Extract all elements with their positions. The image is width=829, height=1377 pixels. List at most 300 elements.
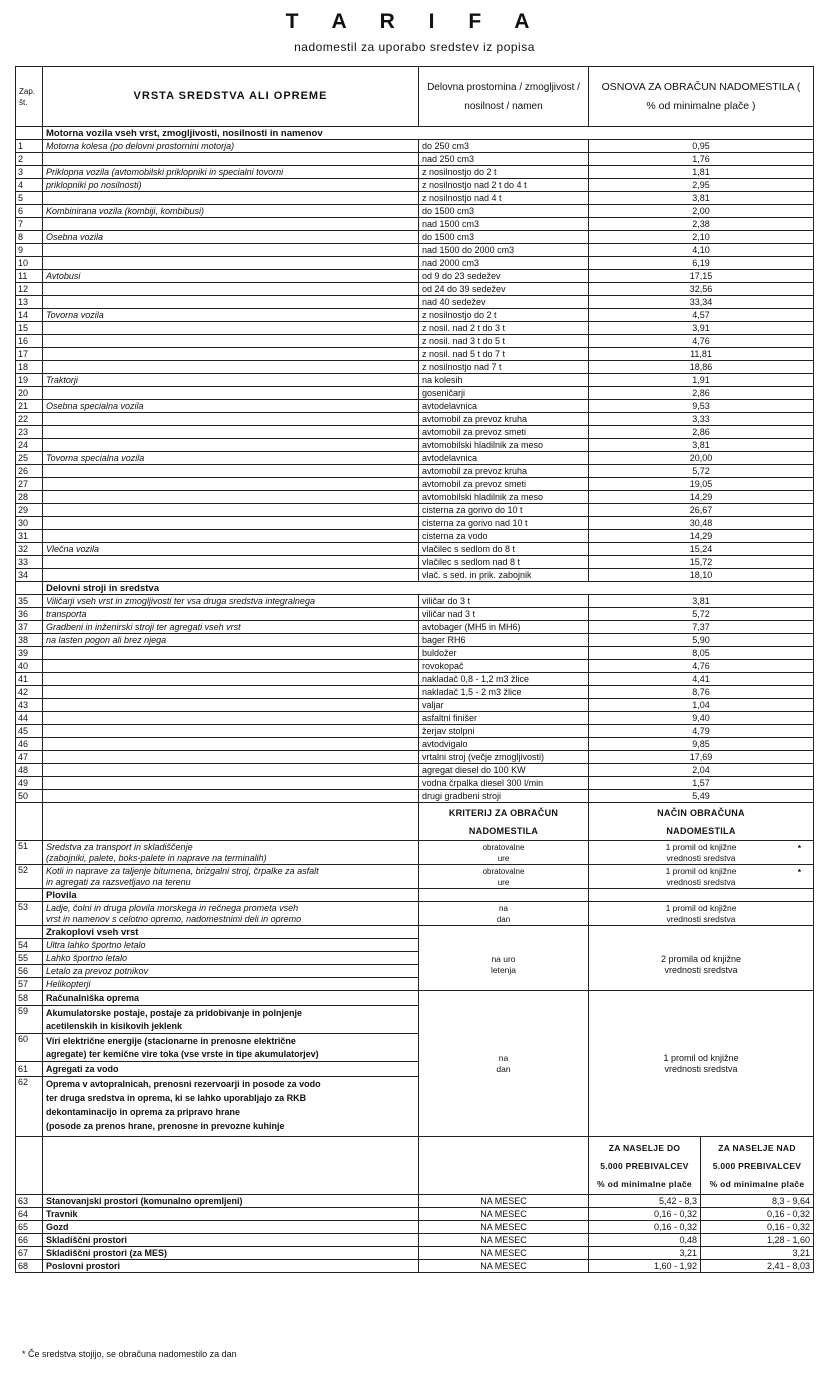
row-description: na lasten pogon ali brez njega xyxy=(43,634,419,647)
row-description xyxy=(43,556,419,569)
row-spec: od 24 do 39 sedežev xyxy=(419,283,589,296)
cell-line: Ladje, čolni in druga plovila morskega in rečnega prometa vseh xyxy=(46,902,299,913)
row-number: 4 xyxy=(16,179,43,192)
row-spec: z nosilnostjo nad 7 t xyxy=(419,361,589,374)
row-value: 5,72 xyxy=(589,608,814,621)
row-description xyxy=(43,348,419,361)
row-number: 55 xyxy=(16,952,43,965)
row-spec: avtomobil za prevoz kruha xyxy=(419,413,589,426)
row-spec: od 9 do 23 sedežev xyxy=(419,270,589,283)
row-spec: valjar xyxy=(419,699,589,712)
header-osnova: OSNOVA ZA OBRAČUN NADOMESTILA ( % od minimalne plače ) xyxy=(589,67,814,127)
row-number: 29 xyxy=(16,504,43,517)
row-value: 4,76 xyxy=(589,660,814,673)
row-number: 34 xyxy=(16,569,43,582)
table-row xyxy=(16,1247,814,1260)
row-number: 24 xyxy=(16,439,43,452)
row-description xyxy=(43,1077,419,1137)
table-row xyxy=(16,777,814,790)
row-number: 64 xyxy=(16,1208,43,1221)
cell-line: ure xyxy=(497,853,510,863)
row-value: 5,90 xyxy=(589,634,814,647)
row-description xyxy=(43,478,419,491)
row-spec: na kolesih xyxy=(419,374,589,387)
row-value-do: 1,60 - 1,92 xyxy=(589,1260,701,1273)
table-row xyxy=(16,595,814,608)
row-value: 1,57 xyxy=(589,777,814,790)
table-row xyxy=(16,244,814,257)
row-spec: avtodelavnica xyxy=(419,400,589,413)
row-number: 28 xyxy=(16,491,43,504)
row-value-nad: 8,3 - 9,64 xyxy=(701,1195,814,1208)
header-vrsta: VRSTA SREDSTVA ALI OPREME xyxy=(43,67,419,127)
table-row xyxy=(16,865,814,889)
row-description xyxy=(43,699,419,712)
cell-line: Kotli in naprave za taljenje bitumena, brizgalni stroj, črpalke za asfalt xyxy=(46,865,319,876)
table-row xyxy=(16,673,814,686)
row-kriterij: NA MESEC xyxy=(419,1195,589,1208)
row-spec: nad 1500 do 2000 cm3 xyxy=(419,244,589,257)
table-row xyxy=(16,504,814,517)
row-description: Lahko športno letalo xyxy=(43,952,419,965)
row-number: 43 xyxy=(16,699,43,712)
table-row xyxy=(16,452,814,465)
row-value: 9,40 xyxy=(589,712,814,725)
row-description xyxy=(43,283,419,296)
row-value: 4,41 xyxy=(589,673,814,686)
row-spec: vlačilec s sedlom do 8 t xyxy=(419,543,589,556)
cell-line: % od minimalne plače xyxy=(709,1178,805,1189)
row-spec: agregat diesel do 100 KW xyxy=(419,764,589,777)
row-number: 5 xyxy=(16,192,43,205)
table-row xyxy=(16,387,814,400)
row-value: 15,24 xyxy=(589,543,814,556)
row-description: Skladiščni prostori (za MES) xyxy=(43,1247,419,1260)
row-value: 1,76 xyxy=(589,153,814,166)
cell-line: Oprema v avtopralnicah, prenosni rezervoarji in posode za vodo xyxy=(46,1079,321,1089)
row-spec: drugi gradbeni stroji xyxy=(419,790,589,803)
section-row xyxy=(16,889,814,902)
table-row xyxy=(16,902,814,926)
header-zap: Zap. št. xyxy=(16,67,43,127)
group-nacin xyxy=(589,991,814,1137)
cell-line: ZA NASELJE NAD xyxy=(718,1142,796,1153)
row-spec: nakladač 0,8 - 1,2 m3 žlice xyxy=(419,673,589,686)
row-value: 4,76 xyxy=(589,335,814,348)
table-row xyxy=(16,725,814,738)
row-number: 16 xyxy=(16,335,43,348)
row-description xyxy=(43,569,419,582)
row-kriterij: NA MESEC xyxy=(419,1260,589,1273)
row-number: 32 xyxy=(16,543,43,556)
row-description: Osebna vozila xyxy=(43,231,419,244)
row-number: 44 xyxy=(16,712,43,725)
cell-line: vrednosti sredstva xyxy=(666,852,736,863)
row-kriterij: NA MESEC xyxy=(419,1221,589,1234)
table-row xyxy=(16,543,814,556)
row-number: 22 xyxy=(16,413,43,426)
section-title: Delovni stroji in sredstva xyxy=(43,582,814,595)
table-row xyxy=(16,413,814,426)
table-row xyxy=(16,257,814,270)
table-row xyxy=(16,218,814,231)
row-number: 25 xyxy=(16,452,43,465)
row-description: Traktorji xyxy=(43,374,419,387)
row-kriterij xyxy=(419,841,589,865)
row-description xyxy=(43,777,419,790)
table-row xyxy=(16,569,814,582)
row-spec: nad 40 sedežev xyxy=(419,296,589,309)
table-row xyxy=(16,699,814,712)
cell-line: dan xyxy=(496,1063,511,1074)
row-number: 14 xyxy=(16,309,43,322)
row-description xyxy=(43,751,419,764)
cell-line: dan xyxy=(496,914,511,924)
table-row xyxy=(16,1208,814,1221)
table-cell xyxy=(16,127,43,140)
row-value: 1,04 xyxy=(589,699,814,712)
row-value: 8,05 xyxy=(589,647,814,660)
row-value-nad: 3,21 xyxy=(701,1247,814,1260)
row-description xyxy=(43,335,419,348)
row-spec: nad 1500 cm3 xyxy=(419,218,589,231)
row-kriterij: NA MESEC xyxy=(419,1234,589,1247)
row-spec: z nosil. nad 2 t do 3 t xyxy=(419,322,589,335)
row-number: 3 xyxy=(16,166,43,179)
row-value: 6,19 xyxy=(589,257,814,270)
row-nacin xyxy=(589,902,814,926)
table-row xyxy=(16,426,814,439)
table-row xyxy=(16,348,814,361)
row-number: 26 xyxy=(16,465,43,478)
table-row xyxy=(16,192,814,205)
row-value: 14,29 xyxy=(589,491,814,504)
row-spec: rovokopač xyxy=(419,660,589,673)
row-description xyxy=(43,686,419,699)
table-row xyxy=(16,179,814,192)
row-number: 9 xyxy=(16,244,43,257)
table-row xyxy=(16,335,814,348)
row-number: 15 xyxy=(16,322,43,335)
row-number: 20 xyxy=(16,387,43,400)
table-row xyxy=(16,140,814,153)
table-row xyxy=(16,790,814,803)
footnote: * Če sredstva stojijo, se obračuna nadomestilo za dan xyxy=(22,1349,237,1359)
row-nacin xyxy=(589,841,814,865)
table-row xyxy=(16,764,814,777)
row-spec: bager RH6 xyxy=(419,634,589,647)
row-description xyxy=(43,712,419,725)
row-spec: do 250 cm3 xyxy=(419,140,589,153)
row-spec: vlačilec s sedlom nad 8 t xyxy=(419,556,589,569)
row-spec: asfaltni finišer xyxy=(419,712,589,725)
table-row xyxy=(16,478,814,491)
row-description xyxy=(43,387,419,400)
row-description: Osebna specialna vozila xyxy=(43,400,419,413)
cell-line: 1 promil od knjižne xyxy=(663,1052,739,1063)
row-number: 2 xyxy=(16,153,43,166)
row-value: 8,76 xyxy=(589,686,814,699)
row-description: Računalniška oprema xyxy=(43,991,419,1006)
group-kriterij xyxy=(419,991,589,1137)
cell-line: na xyxy=(498,1052,509,1063)
row-number: 10 xyxy=(16,257,43,270)
row-value: 26,67 xyxy=(589,504,814,517)
page-subtitle: nadomestil za uporabo sredstev iz popisa xyxy=(294,40,535,54)
row-number: 40 xyxy=(16,660,43,673)
page-title: T A R I F A xyxy=(285,10,544,33)
row-spec: avtomobilski hladilnik za meso xyxy=(419,491,589,504)
row-description xyxy=(43,426,419,439)
cell-line: Viri električne energije (stacionarne in prenosne električne xyxy=(46,1035,296,1046)
row-description xyxy=(43,1034,419,1062)
row-value: 2,86 xyxy=(589,426,814,439)
table-row xyxy=(16,1234,814,1247)
row-spec: do 1500 cm3 xyxy=(419,205,589,218)
row-description xyxy=(43,439,419,452)
row-description: Skladiščni prostori xyxy=(43,1234,419,1247)
row-description xyxy=(43,660,419,673)
star-mark: * xyxy=(797,867,801,877)
row-description xyxy=(43,153,419,166)
row-value: 2,86 xyxy=(589,387,814,400)
row-number: 33 xyxy=(16,556,43,569)
row-number: 41 xyxy=(16,673,43,686)
row-value: 18,10 xyxy=(589,569,814,582)
cell-line: ter druga sredstva in oprema, ki se lahko uporabljajo za RKB xyxy=(46,1093,307,1103)
row-spec: buldožer xyxy=(419,647,589,660)
row-spec: avtodvigalo xyxy=(419,738,589,751)
row-value: 33,34 xyxy=(589,296,814,309)
row-description xyxy=(43,491,419,504)
header-nacin: NAČIN OBRAČUNA NADOMESTILA xyxy=(589,803,814,841)
row-number: 39 xyxy=(16,647,43,660)
row-number: 68 xyxy=(16,1260,43,1273)
row-value-nad: 0,16 - 0,32 xyxy=(701,1221,814,1234)
row-number: 48 xyxy=(16,764,43,777)
row-number: 1 xyxy=(16,140,43,153)
table-row xyxy=(16,738,814,751)
cell-line: ZA NASELJE DO xyxy=(608,1142,681,1153)
row-value-do: 5,42 - 8,3 xyxy=(589,1195,701,1208)
row-description: Kombinirana vozila (kombiji, kombibusi) xyxy=(43,205,419,218)
cell-line: 1 promil od knjižne xyxy=(665,865,737,876)
row-spec: viličar nad 3 t xyxy=(419,608,589,621)
row-spec: z nosilnostjo do 2 t xyxy=(419,309,589,322)
row-kriterij xyxy=(419,902,589,926)
group-kriterij xyxy=(419,926,589,991)
row-description xyxy=(43,296,419,309)
row-description: Ultra lahko športno letalo xyxy=(43,939,419,952)
row-value: 4,79 xyxy=(589,725,814,738)
header-nad-5000 xyxy=(701,1137,814,1195)
table-row xyxy=(16,374,814,387)
section-title: Motorna vozila vseh vrst, zmogljivosti, nosilnosti in namenov xyxy=(43,127,814,140)
row-spec: goseničarji xyxy=(419,387,589,400)
row-description xyxy=(43,413,419,426)
star-mark: * xyxy=(797,843,801,853)
row-spec: vodna črpalka diesel 300 l/min xyxy=(419,777,589,790)
row-value: 32,56 xyxy=(589,283,814,296)
row-number: 42 xyxy=(16,686,43,699)
table-row xyxy=(16,841,814,865)
row-description xyxy=(43,1006,419,1034)
row-description xyxy=(43,865,419,889)
row-number: 11 xyxy=(16,270,43,283)
row-spec: cisterna za vodo xyxy=(419,530,589,543)
table-row xyxy=(16,309,814,322)
row-value: 3,81 xyxy=(589,439,814,452)
row-spec: vlač. s sed. in prik. zabojnik xyxy=(419,569,589,582)
table-cell xyxy=(419,1137,589,1195)
cell-line: na xyxy=(499,903,508,913)
cell-line: (posode za prenos hrane, prenosne in prevozne kuhinje xyxy=(46,1121,285,1131)
row-value: 9,85 xyxy=(589,738,814,751)
row-value-do: 0,16 - 0,32 xyxy=(589,1221,701,1234)
row-value: 18,86 xyxy=(589,361,814,374)
table-cell xyxy=(16,582,43,595)
cell-line: 5.000 PREBIVALCEV xyxy=(712,1160,802,1171)
row-description xyxy=(43,841,419,865)
cell-line: 1 promil od knjižne xyxy=(665,841,737,852)
row-spec: z nosil. nad 5 t do 7 t xyxy=(419,348,589,361)
table-row xyxy=(16,1195,814,1208)
row-description xyxy=(43,244,419,257)
row-value: 11,81 xyxy=(589,348,814,361)
table-cell xyxy=(43,803,419,841)
table-row xyxy=(16,153,814,166)
row-value: 3,81 xyxy=(589,192,814,205)
row-number: 18 xyxy=(16,361,43,374)
row-value: 4,57 xyxy=(589,309,814,322)
row-description xyxy=(43,465,419,478)
row-description xyxy=(43,361,419,374)
row-number: 49 xyxy=(16,777,43,790)
cell-line: (zabojniki, palete, boks-palete in naprave na terminalih) xyxy=(46,852,267,863)
row-spec: avtomobil za prevoz smeti xyxy=(419,478,589,491)
row-spec: nad 2000 cm3 xyxy=(419,257,589,270)
row-number: 19 xyxy=(16,374,43,387)
row-spec: avtomobil za prevoz smeti xyxy=(419,426,589,439)
row-value: 3,33 xyxy=(589,413,814,426)
row-number: 52 xyxy=(16,865,43,889)
row-description xyxy=(43,725,419,738)
table-row xyxy=(16,634,814,647)
section-row xyxy=(16,127,814,140)
row-number: 53 xyxy=(16,902,43,926)
row-nacin xyxy=(589,865,814,889)
row-description: priklopniki po nosilnosti) xyxy=(43,179,419,192)
cell-line: obratovalne xyxy=(482,842,525,852)
cell-line: Sredstva za transport in skladiščenje xyxy=(46,841,193,852)
table-row xyxy=(16,647,814,660)
cell-line: ure xyxy=(497,877,510,887)
section-title: Zrakoplovi vseh vrst xyxy=(43,926,419,939)
table-row xyxy=(16,205,814,218)
row-description xyxy=(43,647,419,660)
row-description xyxy=(43,257,419,270)
row-spec: cisterna za gorivo do 10 t xyxy=(419,504,589,517)
row-description xyxy=(43,192,419,205)
row-description: Motorna kolesa (po delovni prostornini motorja) xyxy=(43,140,419,153)
table-row xyxy=(16,283,814,296)
tariff-table xyxy=(15,66,814,1273)
row-value: 5,49 xyxy=(589,790,814,803)
table-row xyxy=(16,660,814,673)
row-description: Poslovni prostori xyxy=(43,1260,419,1273)
cell-line: acetilenskih in kisikovih jeklenk xyxy=(46,1020,183,1031)
row-description: Letalo za prevoz potnikov xyxy=(43,965,419,978)
row-description xyxy=(43,673,419,686)
row-description: Avtobusi xyxy=(43,270,419,283)
row-number: 58 xyxy=(16,991,43,1006)
row-value-do: 0,16 - 0,32 xyxy=(589,1208,701,1221)
row-value: 7,37 xyxy=(589,621,814,634)
row-value: 2,10 xyxy=(589,231,814,244)
table-row xyxy=(16,322,814,335)
table-row xyxy=(16,608,814,621)
row-value: 5,72 xyxy=(589,465,814,478)
row-value: 4,10 xyxy=(589,244,814,257)
row-number: 46 xyxy=(16,738,43,751)
row-value: 3,81 xyxy=(589,595,814,608)
table-row xyxy=(16,991,814,1006)
row-number: 67 xyxy=(16,1247,43,1260)
table-row xyxy=(16,166,814,179)
table-row xyxy=(16,517,814,530)
table-cell xyxy=(16,889,43,902)
section-row xyxy=(16,926,814,939)
row-number: 23 xyxy=(16,426,43,439)
row-value: 1,81 xyxy=(589,166,814,179)
row-number: 51 xyxy=(16,841,43,865)
row-number: 21 xyxy=(16,400,43,413)
cell-line: letenja xyxy=(490,965,517,975)
row-number: 61 xyxy=(16,1062,43,1077)
table-cell xyxy=(16,803,43,841)
cell-line: 5.000 PREBIVALCEV xyxy=(600,1160,689,1171)
row-description: Travnik xyxy=(43,1208,419,1221)
table-row xyxy=(16,712,814,725)
cell-line: in agregati za razsvetljavo na terenu xyxy=(46,876,191,887)
row-value: 2,00 xyxy=(589,205,814,218)
row-value: 19,05 xyxy=(589,478,814,491)
row-description xyxy=(43,322,419,335)
row-number: 57 xyxy=(16,978,43,991)
table-row xyxy=(16,621,814,634)
table-row xyxy=(16,751,814,764)
row-number: 8 xyxy=(16,231,43,244)
table-row xyxy=(16,491,814,504)
row-value-nad: 1,28 - 1,60 xyxy=(701,1234,814,1247)
cell-line: 2 promila od knjižne xyxy=(660,954,742,964)
row-description xyxy=(43,738,419,751)
row-description: Helikopterji xyxy=(43,978,419,991)
row-number: 63 xyxy=(16,1195,43,1208)
row-description: Priklopna vozila (avtomobilski priklopniki in specialni tovorni xyxy=(43,166,419,179)
row-number: 13 xyxy=(16,296,43,309)
row-kriterij: NA MESEC xyxy=(419,1208,589,1221)
row-number: 45 xyxy=(16,725,43,738)
row-number: 30 xyxy=(16,517,43,530)
row-spec: nad 250 cm3 xyxy=(419,153,589,166)
cell-line: obratovalne xyxy=(482,866,525,876)
table-cell xyxy=(16,1137,43,1195)
row-number: 62 xyxy=(16,1077,43,1137)
row-description: Vlečna vozila xyxy=(43,543,419,556)
row-number: 37 xyxy=(16,621,43,634)
row-value: 30,48 xyxy=(589,517,814,530)
